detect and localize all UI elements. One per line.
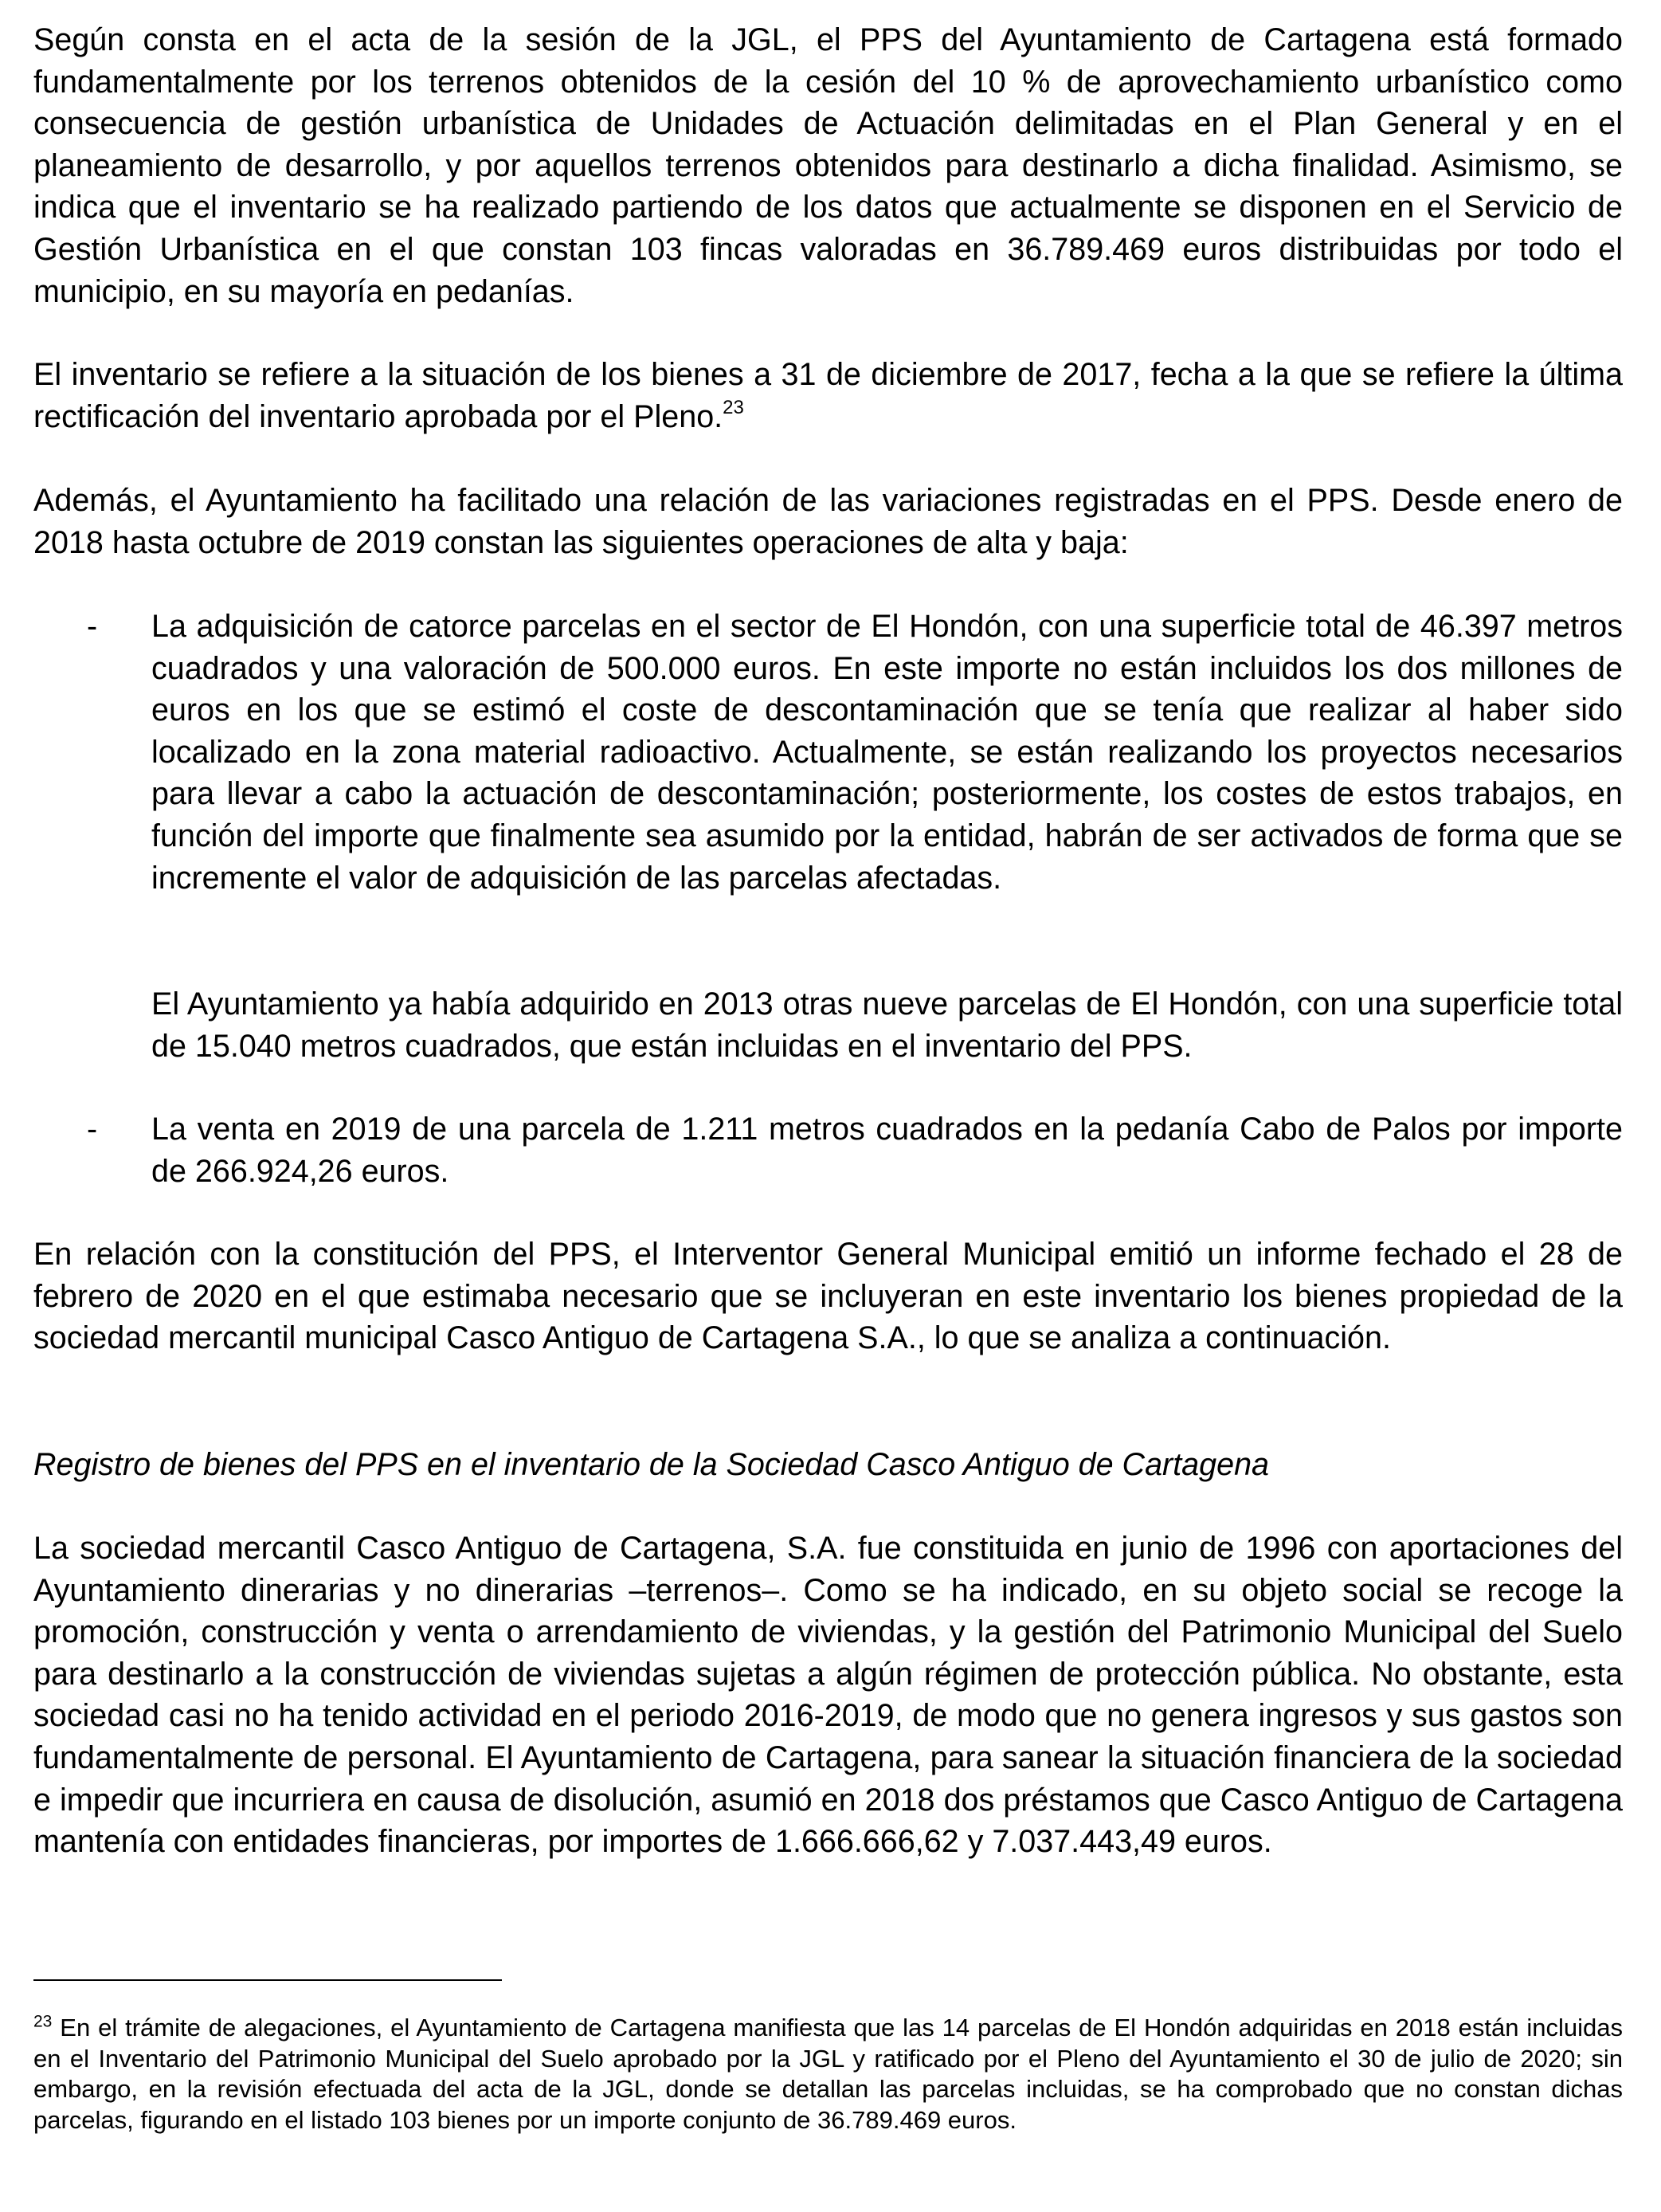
bullet-dash: - xyxy=(87,609,98,644)
footnote-23 xyxy=(33,2013,1623,2136)
paragraph-variations-intro: Además, el Ayuntamiento ha facilitado una relación de las variaciones registradas en el PPS. Desde enero de 2018 hasta octubre de 2019 constan las siguientes operaciones de alta y baja: xyxy=(33,483,1623,560)
paragraph-inventory-date-text: El inventario se refiere a la situación de los bienes a 31 de diciembre de 2017, fecha a la que se refiere la última rectificación del inventario aprobada por el Pleno. xyxy=(33,357,1623,434)
list-item-acquisition-text: La adquisición de catorce parcelas en el sector de El Hondón, con una superficie total de 46.397 metros cuadrados y una valoración de 500.000 euros. En este importe no están incluidos los dos millones de euros en los que se estimó el coste de descontaminación que se tenía que realizar al haber sido localizado en la zona material radioactivo. Actualmente, se están realizando los proyectos necesarios para llevar a cabo la actuación de descontaminación; posteriormente, los costes de estos trabajos, en función del importe que finalmente sea asumido por la entidad, habrán de ser activados de forma que se incremente el valor de adquisición de las parcelas afectadas. xyxy=(151,609,1623,896)
footnote-reference[interactable]: 23 xyxy=(723,397,744,419)
paragraph-casco-antiguo: La sociedad mercantil Casco Antiguo de Cartagena, S.A. fue constituida en junio de 1996 con aportaciones del Ayuntamiento dinerarias y no dinerarias –terrenos–. Como se ha indicado, en su objeto social se recoge la promoción, construcción y venta o arrendamiento de viviendas, y la gestión del Patrimonio Municipal del Suelo para destinarlo a la construcción de viviendas sujetas a algún régimen de protección pública. No obstante, esta sociedad casi no ha tenido actividad en el periodo 2016-2019, de modo que no genera ingresos y sus gastos son fundamentalmente de personal. El Ayuntamiento de Cartagena, para sanear la situación financiera de la sociedad e impedir que incurriera en causa de disolución, asumió en 2018 dos préstamos que Casco Antiguo de Cartagena mantenía con entidades financieras, por importes de 1.666.666,62 y 7.037.443,49 euros. xyxy=(33,1531,1623,1860)
list-item-sale-text: La venta en 2019 de una parcela de 1.211 metros cuadrados en la pedanía Cabo de Palos por importe de 266.924,26 euros. xyxy=(151,1112,1623,1189)
footnote-number: 23 xyxy=(33,2012,53,2031)
paragraph-inventory-date xyxy=(33,354,1623,437)
paragraph-pps-composition: Según consta en el acta de la sesión de la JGL, el PPS del Ayuntamiento de Cartagena está formado fundamentalmente por los terrenos obtenidos de la cesión del 10 % de aprovechamiento urbanístico como consecuencia de gestión urbanística de Unidades de Actuación delimitadas en el Plan General y en el planeamiento de desarrollo, y por aquellos terrenos obtenidos para destinarlo a dicha finalidad. Asimismo, se indica que el inventario se ha realizado partiendo de los datos que actualmente se disponen en el Servicio de Gestión Urbanística en el que constan 103 fincas valoradas en 36.789.469 euros distribuidas por todo el municipio, en su mayoría en pedanías. xyxy=(33,22,1623,309)
section-heading: Registro de bienes del PPS en el inventario de la Sociedad Casco Antiguo de Cartagena xyxy=(33,1447,1270,1482)
list-item-acquisition-continuation: El Ayuntamiento ya había adquirido en 2013 otras nueve parcelas de El Hondón, con una superficie total de 15.040 metros cuadrados, que están incluidas en el inventario del PPS. xyxy=(151,986,1623,1064)
footnote-text: En el trámite de alegaciones, el Ayuntamiento de Cartagena manifiesta que las 14 parcelas de El Hondón adquiridas en 2018 están incluidas en el Inventario del Patrimonio Municipal del Suelo aprobado por la JGL y ratificado por el Pleno del Ayuntamiento el 30 de julio de 2020; sin embargo, en la revisión efectuada del acta de la JGL, donde se detallan las parcelas incluidas, se ha comprobado que no constan dichas parcelas, figurando en el listado 103 bienes por un importe conjunto de 36.789.469 euros. xyxy=(33,2014,1623,2134)
footnote-separator xyxy=(33,1979,502,1981)
paragraph-interventor-report: En relación con la constitución del PPS, el Interventor General Municipal emitió un informe fechado el 28 de febrero de 2020 en el que estimaba necesario que se incluyeran en este inventario los bienes propiedad de la sociedad mercantil municipal Casco Antiguo de Cartagena S.A., lo que se analiza a continuación. xyxy=(33,1237,1623,1356)
bullet-dash: - xyxy=(87,1112,98,1147)
